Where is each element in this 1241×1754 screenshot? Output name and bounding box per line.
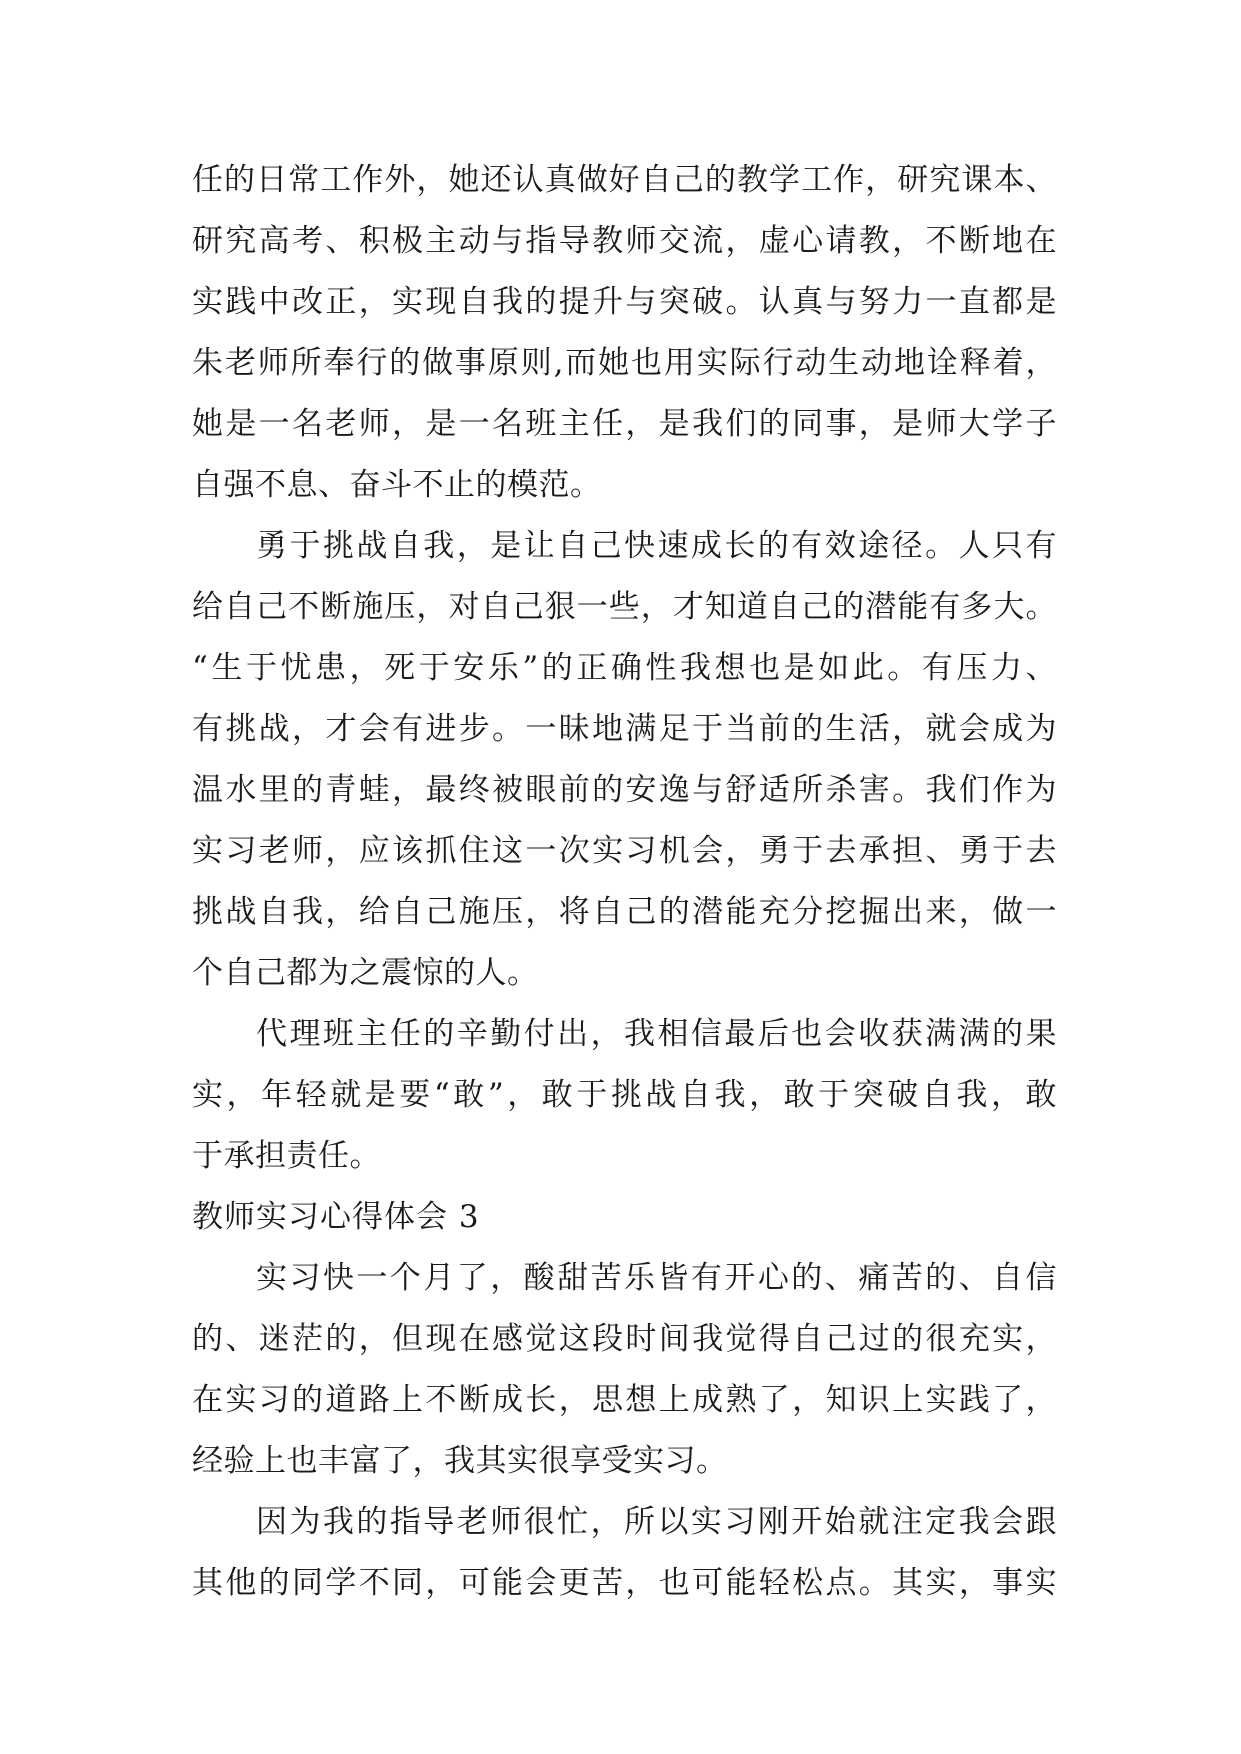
text-line: “生于忧患，死于安乐”的正确性我想也是如此。有压力、 — [192, 650, 1057, 686]
document-body — [192, 150, 1057, 1614]
text-line: 自强不息、奋斗不止的模范。 — [192, 467, 602, 503]
text-line: 个自己都为之震惊的人。 — [192, 955, 539, 991]
text-line: 实，年轻就是要“敢”，敢于挑战自我，敢于突破自我，敢 — [192, 1077, 1057, 1113]
paragraph-first-line: 因为我的指导老师很忙，所以实习刚开始就注定我会跟 — [256, 1504, 1057, 1540]
text-line: 给自己不断施压，对自己狠一些，才知道自己的潜能有多大。 — [192, 589, 1057, 625]
text-line: 在实习的道路上不断成长，思想上成熟了，知识上实践了， — [192, 1382, 1057, 1418]
text-line: 温水里的青蛙，最终被眼前的安逸与舒适所杀害。我们作为 — [192, 772, 1057, 808]
text-line: 于承担责任。 — [192, 1138, 381, 1174]
text-line: 她是一名老师，是一名班主任，是我们的同事，是师大学子 — [192, 406, 1057, 442]
paragraph-first-line: 勇于挑战自我，是让自己快速成长的有效途径。人只有 — [256, 528, 1057, 564]
text-line: 研究高考、积极主动与指导教师交流，虚心请教，不断地在 — [192, 223, 1057, 259]
text-line: 其他的同学不同，可能会更苦，也可能轻松点。其实，事实 — [192, 1565, 1057, 1601]
section-heading: 教师实习心得体会 3 — [192, 1199, 480, 1235]
text-line: 经验上也丰富了，我其实很享受实习。 — [192, 1443, 728, 1479]
paragraph-first-line: 实习快一个月了，酸甜苦乐皆有开心的、痛苦的、自信 — [256, 1260, 1057, 1296]
text-line: 有挑战，才会有进步。一昧地满足于当前的生活，就会成为 — [192, 711, 1057, 747]
text-line: 实践中改正，实现自我的提升与突破。认真与努力一直都是 — [192, 284, 1057, 320]
text-line: 任的日常工作外，她还认真做好自己的教学工作，研究课本、 — [192, 162, 1057, 198]
text-line: 朱老师所奉行的做事原则,而她也用实际行动生动地诠释着， — [192, 345, 1057, 381]
text-line: 实习老师，应该抓住这一次实习机会，勇于去承担、勇于去 — [192, 833, 1057, 869]
text-line: 的、迷茫的，但现在感觉这段时间我觉得自己过的很充实， — [192, 1321, 1057, 1357]
text-line: 挑战自我，给自己施压，将自己的潜能充分挖掘出来，做一 — [192, 894, 1057, 930]
paragraph-first-line: 代理班主任的辛勤付出，我相信最后也会收获满满的果 — [256, 1016, 1057, 1052]
